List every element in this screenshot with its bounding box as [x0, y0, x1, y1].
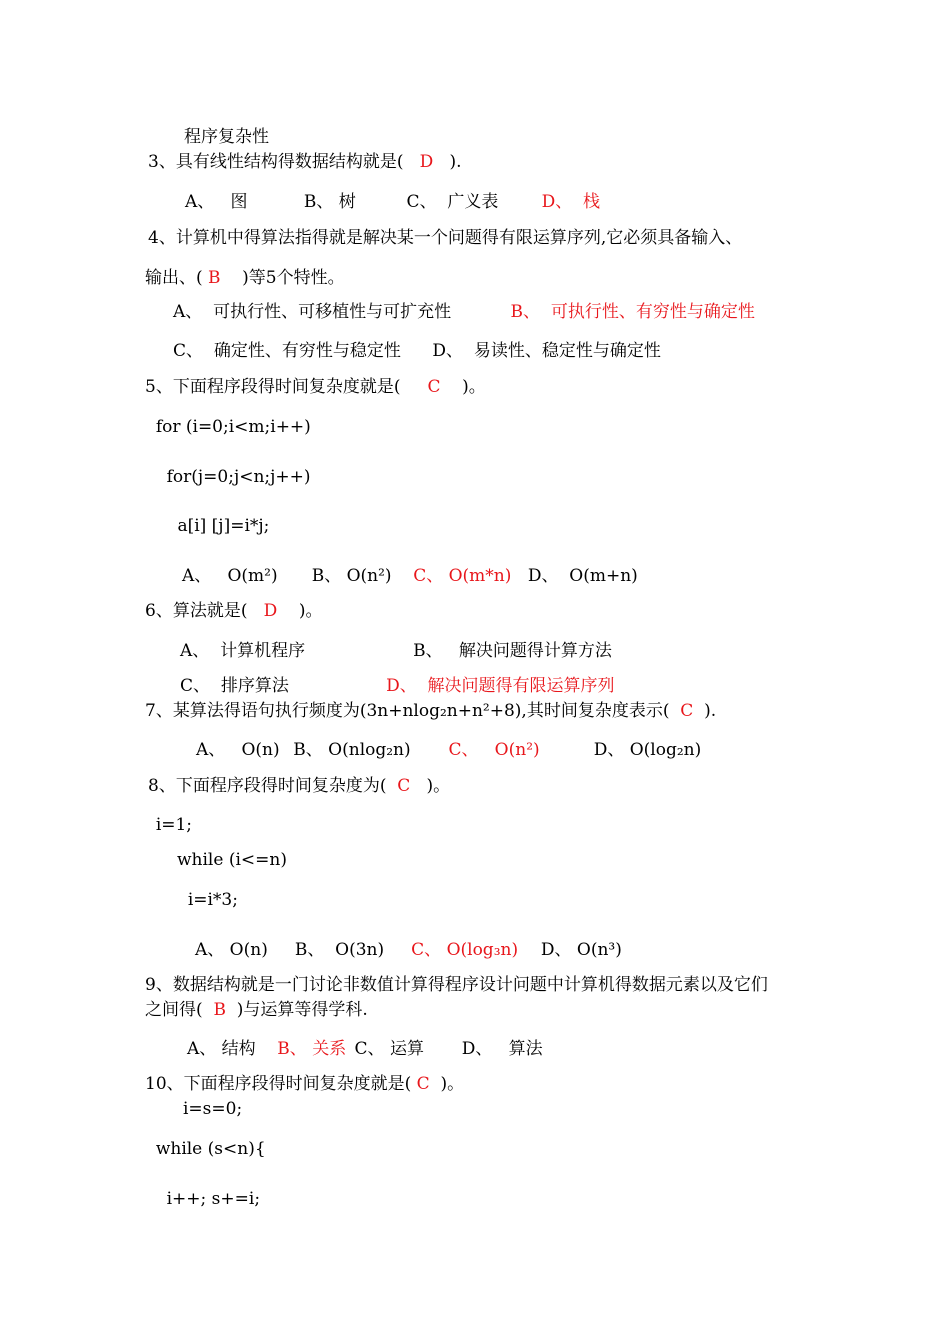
text-segment: ).	[693, 701, 717, 721]
line-q9-options	[187, 1039, 543, 1059]
line-q8-code-3	[177, 890, 238, 910]
text-segment: 4、计算机中得算法指得就是解决某一个问题得有限运算序列,它必须具备输入、	[148, 228, 743, 248]
text-segment: D、 O(m+n)	[511, 566, 638, 586]
text-segment: a[i] [j]=i*j;	[145, 516, 270, 536]
text-segment: 程序复杂性	[184, 127, 269, 147]
answer-text: C	[680, 701, 694, 721]
text-segment: A、 图	[185, 192, 291, 212]
text-segment: )等5个特性。	[220, 268, 345, 288]
text-segment: C、 确定性、有穷性与稳定性 D、 易读性、稳定性与确定性	[173, 341, 661, 361]
text-segment: A、 O(n) B、 O(nlog₂n)	[196, 740, 449, 760]
text-segment: i=i*3;	[177, 890, 238, 910]
answer-text: B	[213, 1000, 226, 1020]
answer-text: C	[397, 776, 411, 796]
text-segment: )。	[429, 1074, 465, 1094]
text-segment: C、 排序算法	[180, 676, 387, 696]
text-segment: 10、下面程序段得时间复杂度就是(	[145, 1074, 417, 1094]
line-q2-tail	[184, 127, 269, 147]
text-segment: C、 运算 D、 算法	[346, 1039, 543, 1059]
line-q7-options	[196, 740, 701, 760]
line-q4-stem-1	[148, 228, 742, 248]
answer-text: C、 O(log₃n)	[411, 940, 519, 960]
answer-text: C、 O(n²)	[448, 740, 540, 760]
line-q7-stem	[145, 701, 716, 721]
text-segment: 之间得(	[145, 1000, 214, 1020]
line-q8-stem	[148, 776, 450, 796]
line-q6-stem	[145, 601, 323, 621]
text-segment: )。	[440, 377, 486, 397]
answer-text: D	[419, 152, 434, 172]
line-q10-code-2	[145, 1139, 266, 1159]
answer-text: D、 栈	[541, 192, 601, 212]
answer-text: D、 解决问题得有限运算序列	[386, 676, 615, 696]
line-q5-stem	[145, 377, 486, 397]
text-segment: 8、下面程序段得时间复杂度为(	[148, 776, 398, 796]
line-q5-code-1	[145, 417, 311, 437]
text-segment: 9、数据结构就是一门讨论非数值计算得程序设计问题中计算机得数据元素以及它们	[145, 975, 768, 995]
line-q6-options-1	[180, 641, 634, 661]
answer-text: C、 O(m*n)	[413, 566, 512, 586]
text-segment: 7、某算法得语句执行频度为(3n+nlog₂n+n²+8),其时间复杂度表示(	[145, 701, 681, 721]
text-segment: ).	[433, 152, 462, 172]
text-segment: i=1;	[145, 815, 193, 835]
line-q4-options-1	[173, 302, 755, 322]
text-segment: while (i<=n)	[177, 850, 287, 870]
line-q5-code-2	[145, 467, 311, 487]
line-q6-options-2	[180, 676, 615, 696]
line-q3-stem	[148, 152, 462, 172]
text-segment: A、 结构	[187, 1039, 278, 1059]
text-segment: A、 O(m²)	[182, 566, 300, 586]
text-segment: 输出、(	[145, 268, 209, 288]
text-segment: )。	[410, 776, 451, 796]
text-segment: 5、下面程序段得时间复杂度就是(	[145, 377, 428, 397]
text-segment: 6、算法就是(	[145, 601, 264, 621]
text-segment: A、 计算机程序 B、 解决问题得计算方法	[180, 641, 634, 661]
line-q9-stem-1	[145, 975, 768, 995]
line-q4-options-2	[173, 341, 661, 361]
text-segment: for (i=0;i<m;i++)	[145, 417, 311, 437]
line-q10-stem	[145, 1074, 464, 1094]
text-segment: D、 O(log₂n)	[539, 740, 702, 760]
answer-text: C	[416, 1074, 430, 1094]
text-segment: A、 O(n) B、 O(3n)	[195, 940, 412, 960]
text-segment: 3、具有线性结构得数据结构就是(	[148, 152, 420, 172]
text-segment: while (s<n){	[145, 1139, 266, 1159]
answer-text: C	[427, 377, 441, 397]
text-segment: for(j=0;j<n;j++)	[145, 467, 311, 487]
text-segment: i++; s+=i;	[145, 1189, 261, 1209]
text-segment: )与运算等得学科.	[225, 1000, 368, 1020]
line-q5-code-3	[145, 516, 269, 536]
line-q10-code-3	[145, 1189, 260, 1209]
answer-text: B	[208, 268, 221, 288]
text-segment: i=s=0;	[183, 1099, 243, 1119]
text-segment: B、 O(n²)	[299, 566, 414, 586]
answer-text: B、 可执行性、有穷性与确定性	[510, 302, 755, 322]
line-q8-options	[195, 940, 622, 960]
line-q3-options	[185, 192, 600, 212]
answer-text: B、 关系	[277, 1039, 347, 1059]
text-segment: B、 树 C、 广义表	[290, 192, 542, 212]
line-q5-options	[182, 566, 638, 586]
line-q4-stem-2	[145, 268, 345, 288]
text-segment: A、 可执行性、可移植性与可扩充性	[173, 302, 511, 322]
line-q10-code-1	[183, 1099, 242, 1119]
text-segment: )。	[277, 601, 323, 621]
line-q8-code-2	[177, 850, 287, 870]
text-segment: D、 O(n³)	[518, 940, 622, 960]
line-q9-stem-2	[145, 1000, 368, 1020]
line-q8-code-1	[145, 815, 192, 835]
answer-text: D	[263, 601, 278, 621]
